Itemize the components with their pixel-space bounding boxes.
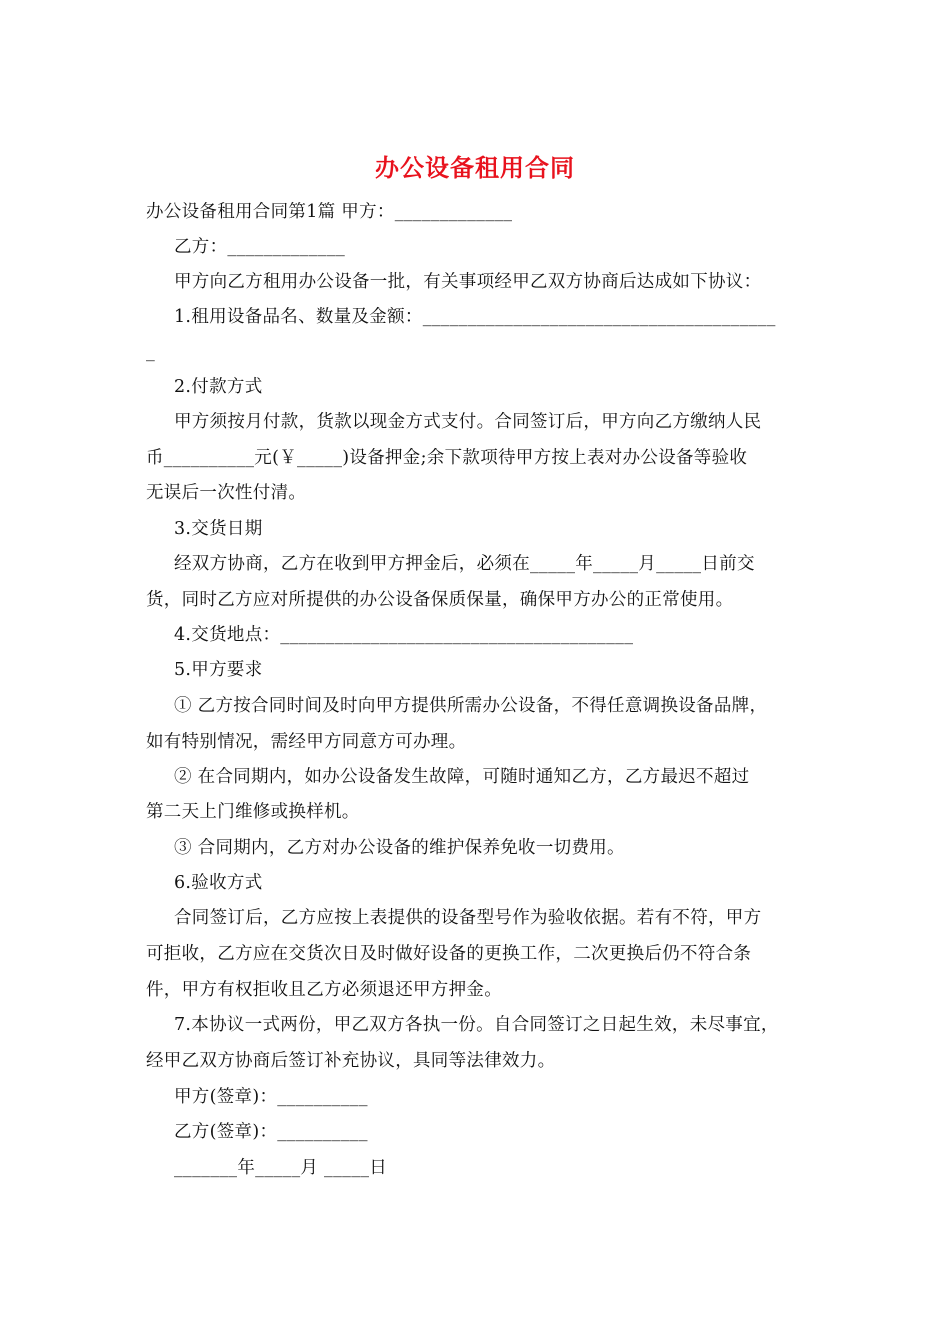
paragraph-line: ① 乙方按合同时间及时向甲方提供所需办公设备，不得任意调换设备品牌， <box>174 696 768 716</box>
paragraph-line: 如有特别情况，需经甲方同意方可办理。 <box>146 732 467 752</box>
paragraph-line: 经甲乙双方协商后签订补充协议，具同等法律效力。 <box>146 1051 556 1071</box>
paragraph-line: 第二天上门维修或换样机。 <box>146 802 360 822</box>
paragraph-line: 无误后一次性付清。 <box>146 483 307 503</box>
paragraph-line: ③ 合同期内，乙方对办公设备的维护保养免收一切费用。 <box>174 838 625 858</box>
paragraph-line: 7.本协议一式两份，甲乙双方各执一份。自合同签订之日起生效，未尽事宜， <box>174 1015 779 1035</box>
paragraph-line: ② 在合同期内，如办公设备发生故障，可随时通知乙方，乙方最迟不超过 <box>174 767 750 787</box>
paragraph-line: 可拒收，乙方应在交货次日及时做好设备的更换工作，二次更换后仍不符合条 <box>146 944 752 964</box>
section-heading: 2.付款方式 <box>174 377 263 397</box>
section-heading: 3.交货日期 <box>174 519 263 539</box>
paragraph-line: 经双方协商，乙方在收到甲方押金后，必须在_____年_____月_____日前交 <box>174 554 755 574</box>
paragraph-line: 办公设备租用合同第1篇 甲方：_____________ <box>146 202 513 222</box>
paragraph-line: 4.交货地点：_______________________________________ <box>174 625 634 645</box>
section-heading: 6.验收方式 <box>174 873 263 893</box>
section-heading: 5.甲方要求 <box>174 660 263 680</box>
date-line: _______年_____月 _____日 <box>174 1158 388 1178</box>
paragraph-line: 甲方须按月付款，货款以现金方式支付。合同签订后，甲方向乙方缴纳人民 <box>174 412 762 432</box>
paragraph-line: 币__________元(￥_____)设备押金;余下款项待甲方按上表对办公设备等验收 <box>146 448 748 468</box>
paragraph-line: 乙方：_____________ <box>174 237 346 257</box>
paragraph-line: 件，甲方有权拒收且乙方必须退还甲方押金。 <box>146 980 502 1000</box>
signature-line-party-b: 乙方(签章)：__________ <box>174 1122 368 1142</box>
paragraph-line: 甲方向乙方租用办公设备一批，有关事项经甲乙双方协商后达成如下协议： <box>174 272 762 292</box>
document-title: 办公设备租用合同 <box>375 153 575 182</box>
paragraph-line: 合同签订后，乙方应按上表提供的设备型号作为验收依据。若有不符，甲方 <box>174 908 762 928</box>
paragraph-line: 货，同时乙方应对所提供的办公设备保质保量，确保甲方办公的正常使用。 <box>146 590 734 610</box>
paragraph-line: 1.租用设备品名、数量及金额：_______________________________________ <box>174 307 776 327</box>
signature-line-party-a: 甲方(签章)：__________ <box>174 1087 368 1107</box>
paragraph-line: _ <box>146 342 156 362</box>
